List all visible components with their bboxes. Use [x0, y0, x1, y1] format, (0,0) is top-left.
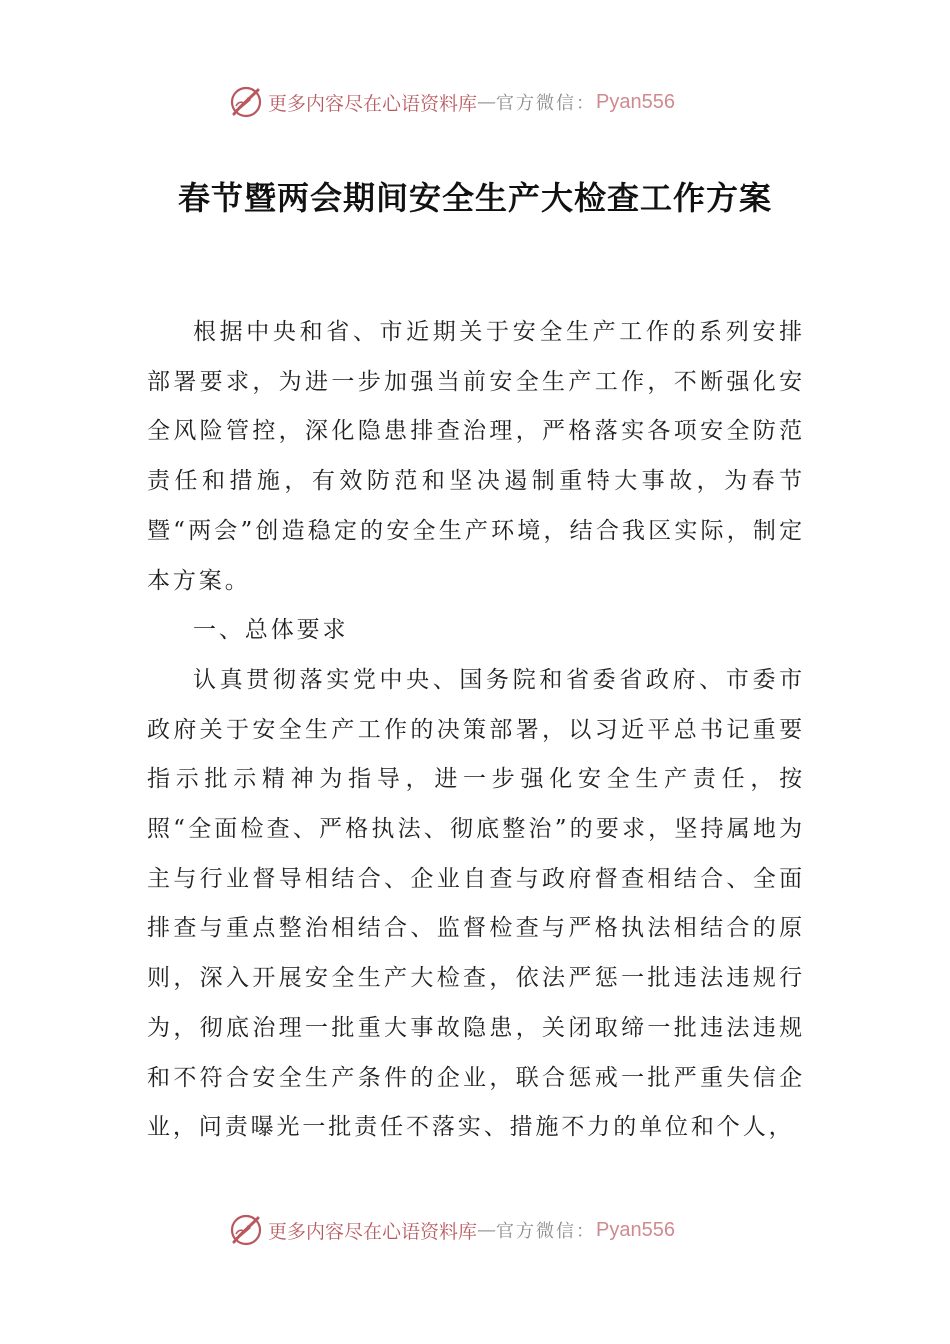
pen-circle-logo-icon [228, 1212, 264, 1248]
watermark-text: 更多内容尽在心语资料库 [268, 92, 478, 115]
watermark-text: 更多内容尽在心语资料库 [268, 1220, 478, 1243]
watermark-separator: — [477, 1219, 497, 1241]
header-watermark [228, 84, 675, 120]
paragraph-requirements: 认真贯彻落实党中央、国务院和省委省政府、市委市政府关于安全生产工作的决策部署，以习近平总书记重要指示批示精神为指导，进一步强化安全生产责任，按照“全面检查、严格执法、彻底整治”的要求，坚持属地为主与行业督导相结合、企业自查与政府督查相结合、全面排查与重点整治相结合、监督检查与严格执法相结合的原则，深入开展安全生产大检查，依法严惩一批违法违规行为，彻底治理一批重大事故隐患，关闭取缔一批违法违规和不符合安全生产条件的企业，联合惩戒一批严重失信企业，问责曝光一批责任不落实、措施不力的单位和个人， [147, 666, 805, 1141]
watermark-label: 官方微信： [496, 1221, 597, 1242]
section-heading: 一、总体要求 [193, 617, 349, 644]
watermark-wechat-id: Pyan556 [596, 90, 675, 113]
watermark-label: 官方微信： [496, 93, 597, 114]
paragraph-intro: 根据中央和省、市近期关于安全生产工作的系列安排部署要求，为进一步加强当前安全生产工作，不断强化安全风险管控，深化隐患排查治理，严格落实各项安全防范责任和措施，有效防范和坚决遏制重特大事故，为春节暨“两会”创造稳定的安全生产环境，结合我区实际，制定本方案。 [147, 319, 805, 594]
pen-circle-logo-icon [228, 84, 264, 120]
watermark-separator: — [477, 91, 497, 113]
footer-watermark [228, 1212, 675, 1248]
document-title: 春节暨两会期间安全生产大检查工作方案 [177, 179, 772, 217]
document-body [147, 308, 805, 1153]
watermark-wechat-id: Pyan556 [596, 1218, 675, 1241]
